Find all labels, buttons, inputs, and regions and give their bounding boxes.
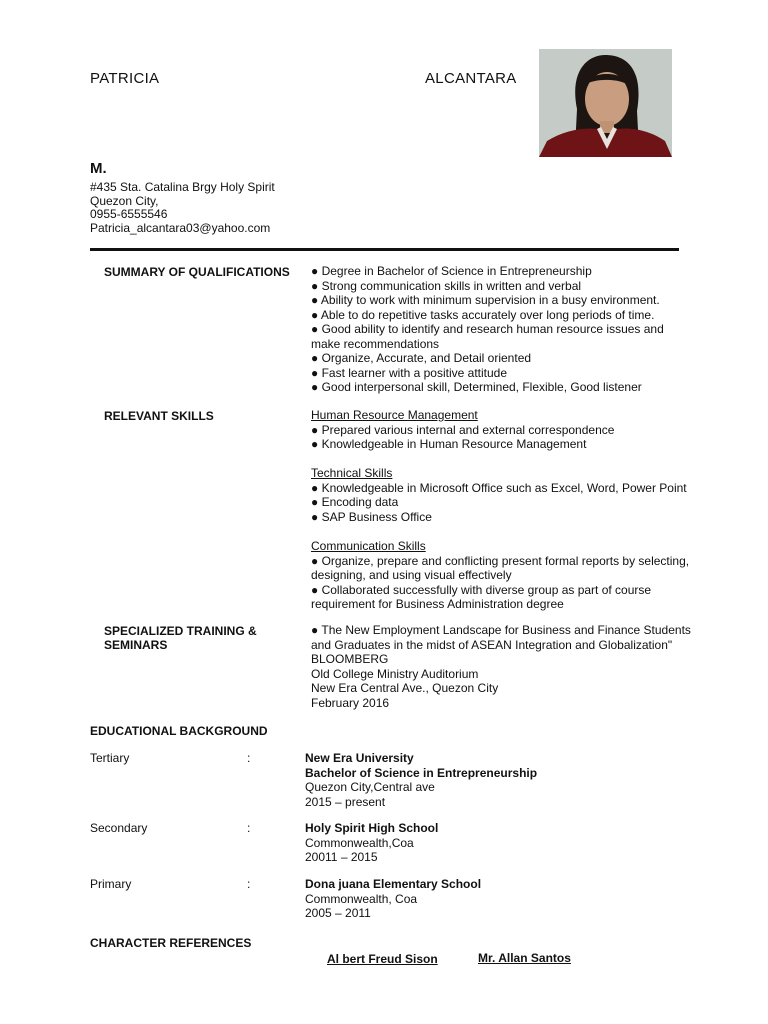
- education-heading: EDUCATIONAL BACKGROUND: [90, 724, 268, 738]
- portrait-image: [539, 49, 672, 157]
- skills-line: ● Knowledgeable in Human Resource Management: [311, 437, 587, 451]
- training-line: and Graduates in the midst of ASEAN Integration and Globalization": [311, 637, 673, 652]
- school-location: Quezon City,Central ave: [305, 780, 435, 794]
- address-line-2: Quezon City,: [90, 193, 159, 208]
- education-level-primary: Primary: [90, 877, 132, 891]
- training-heading: [104, 624, 257, 652]
- summary-line: ● Good ability to identify and research human resource issues and: [311, 322, 664, 336]
- education-entry-secondary: [305, 821, 438, 865]
- phone: 0955-6555546: [90, 207, 168, 221]
- education-colon: :: [247, 751, 251, 765]
- summary-line: ● Fast learner with a positive attitude: [311, 365, 508, 380]
- summary-heading: SUMMARY OF QUALIFICATIONS: [104, 265, 290, 279]
- reference-name: Mr. Allan Santos: [478, 951, 571, 965]
- skills-group-technical: [311, 466, 687, 524]
- skills-group-title: Human Resource Management: [311, 408, 478, 422]
- skills-line: requirement for Business Administration degree: [311, 597, 564, 611]
- education-colon: :: [247, 821, 251, 835]
- education-entry-tertiary: [305, 751, 537, 809]
- training-line: ● The New Employment Landscape for Business and Finance Students: [311, 623, 691, 637]
- school-name: Holy Spirit High School: [305, 821, 439, 835]
- training-line: Old College Ministry Auditorium: [311, 666, 479, 681]
- training-heading-line-2: SEMINARS: [104, 638, 168, 652]
- skills-line: ● Encoding data: [311, 495, 399, 509]
- address-line-1: #435 Sta. Catalina Brgy Holy Spirit: [90, 180, 275, 194]
- summary-line: ● Strong communication skills in written and verbal: [311, 278, 582, 293]
- summary-line: make recommendations: [311, 336, 440, 351]
- summary-line: ● Ability to work with minimum supervision in a busy environment.: [311, 293, 660, 307]
- school-years: 2015 – present: [305, 794, 386, 809]
- education-level-tertiary: Tertiary: [90, 751, 130, 765]
- school-name: Dona juana Elementary School: [305, 877, 482, 891]
- education-colon: :: [247, 877, 251, 891]
- summary-line: ● Able to do repetitive tasks accurately over long periods of time.: [311, 307, 655, 322]
- skills-group-communication: [311, 539, 689, 612]
- skills-group-title: Technical Skills: [311, 466, 393, 480]
- summary-list: [311, 264, 664, 395]
- skills-group-hr: [311, 408, 614, 452]
- skills-line: ● Prepared various internal and external correspondence: [311, 422, 615, 437]
- training-details: [311, 623, 691, 710]
- summary-line: ● Degree in Bachelor of Science in Entrepreneurship: [311, 264, 592, 278]
- skills-line: designing, and using visual effectively: [311, 568, 512, 582]
- profile-photo: [539, 49, 672, 157]
- last-name: ALCANTARA: [425, 70, 517, 87]
- email: Patricia_alcantara03@yahoo.com: [90, 220, 271, 235]
- skills-line: ● SAP Business Office: [311, 509, 432, 524]
- training-line: BLOOMBERG: [311, 652, 389, 666]
- training-line: February 2016: [311, 695, 390, 710]
- degree-name: Bachelor of Science in Entrepreneurship: [305, 765, 538, 780]
- contact-block: [90, 181, 275, 235]
- training-line: New Era Central Ave., Quezon City: [311, 681, 499, 695]
- school-location: Commonwealth, Coa: [305, 891, 418, 906]
- middle-initial: M.: [90, 160, 107, 177]
- skills-line: ● Collaborated successfully with diverse group as part of course: [311, 582, 652, 597]
- summary-line: ● Organize, Accurate, and Detail oriented: [311, 351, 532, 365]
- skills-group-title: Communication Skills: [311, 539, 426, 553]
- skills-heading: RELEVANT SKILLS: [104, 409, 214, 423]
- skills-line: ● Knowledgeable in Microsoft Office such as Excel, Word, Power Point: [311, 480, 687, 495]
- school-years: 20011 – 2015: [305, 850, 378, 864]
- first-name: PATRICIA: [90, 70, 160, 87]
- school-years: 2005 – 2011: [305, 906, 371, 920]
- divider-rule: [90, 248, 679, 251]
- school-name: New Era University: [305, 751, 414, 765]
- reference-name: Al bert Freud Sison: [327, 952, 438, 966]
- skills-line: ● Organize, prepare and conflicting present formal reports by selecting,: [311, 553, 690, 568]
- references-heading: CHARACTER REFERENCES: [90, 936, 252, 950]
- school-location: Commonwealth,Coa: [305, 835, 414, 850]
- education-entry-primary: [305, 877, 481, 921]
- education-level-secondary: Secondary: [90, 821, 148, 835]
- training-heading-line-1: SPECIALIZED TRAINING &: [104, 624, 257, 638]
- summary-line: ● Good interpersonal skill, Determined, Flexible, Good listener: [311, 380, 642, 394]
